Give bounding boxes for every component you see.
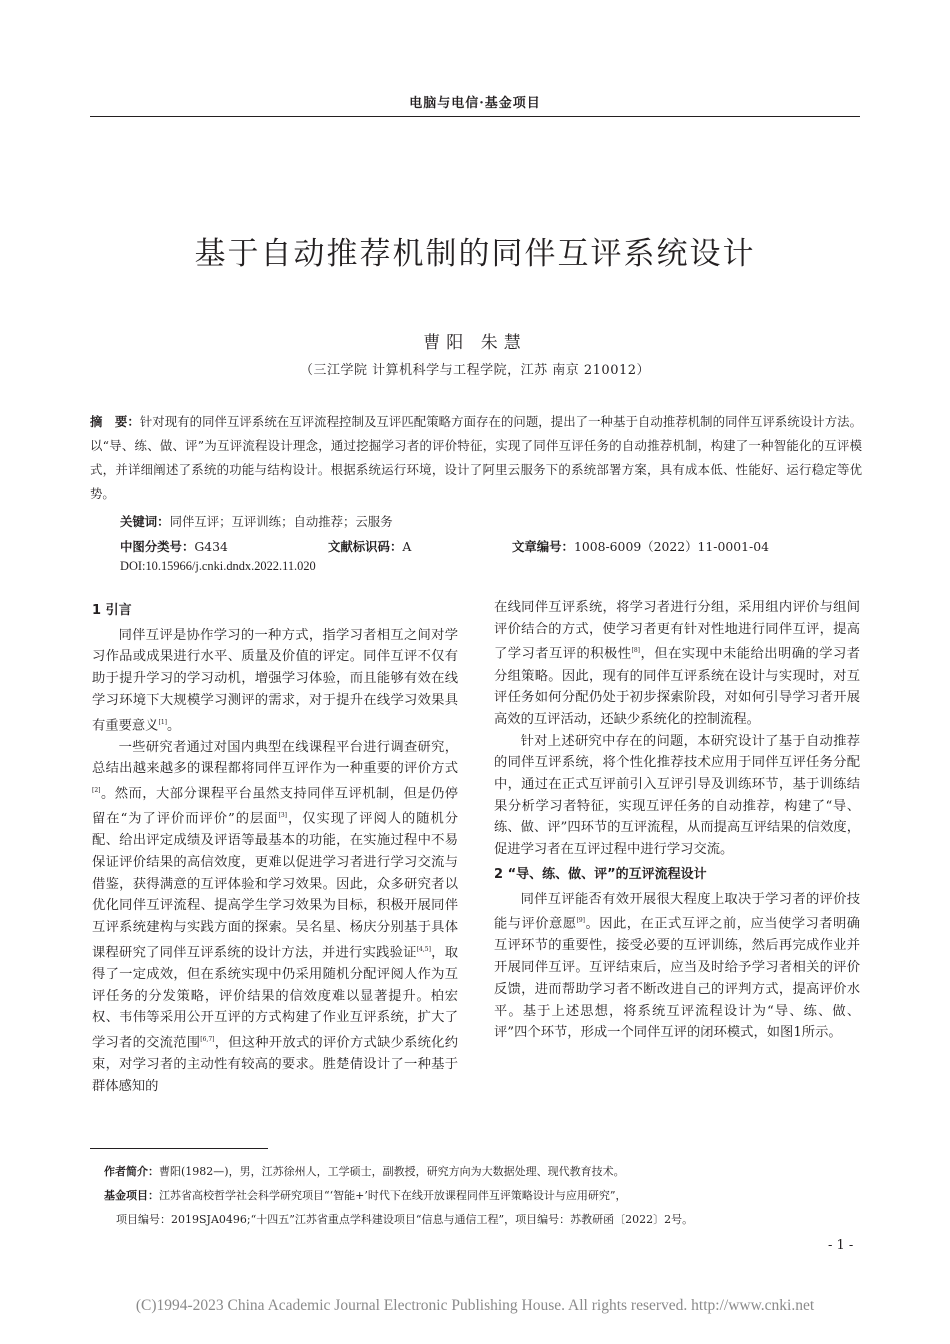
header-rule bbox=[90, 116, 860, 117]
paragraph-1-text: 同伴互评是协作学习的一种方式，指学习者相互之间对学习作品或成果进行水平、质量及价值的评定。同伴互评不仅有助于提升学习的学习动机，增强学习体验，而且能够有效在线学习环境下大规模学习测评的需求，对于提升在线学习效果具有重要意义 bbox=[92, 627, 458, 733]
paragraph-2-text-e: ，但这种开放式的评价方式缺少系统化约束，对学习者的主动性有较高的要求。胜楚倩设计了一种基于群体感知的 bbox=[92, 1035, 459, 1094]
keywords-text: 同伴互评；互评训练；自动推荐；云服务 bbox=[169, 514, 393, 529]
paragraph-2-text-b: 。然而，大部分课程平台虽然支持同伴互评机制，但是仍停留在“为了评价而评价”的层面 bbox=[92, 786, 458, 827]
abstract bbox=[90, 410, 862, 506]
reference-8: [8] bbox=[631, 647, 640, 655]
paragraph-3-text-a: 在线同伴互评系统，将学习者进行分组，采用组内评价与组间评价结合的方式，使学习者更有针对性地进行同伴互评，提高了学习者互评的积极性 bbox=[494, 600, 860, 662]
author-footnote-label: 作者简介： bbox=[104, 1165, 159, 1178]
paragraph-3 bbox=[494, 597, 860, 731]
abstract-label: 摘 要： bbox=[90, 414, 140, 429]
classification-label: 中图分类号： bbox=[120, 539, 195, 554]
paragraph-2-text-d: ，取得了一定成效，但在系统实现中仍采用随机分配评阅人作为互评任务的分发策略，评价结果的信效度难以显著提升。柏宏权、韦伟等采用公开互评的方式构建了作业互评系统，扩大了学习者的交流范围 bbox=[92, 945, 459, 1051]
article-number-value: 1008-6009（2022）11-0001-04 bbox=[573, 539, 769, 554]
affiliation: （三江学院 计算机科学与工程学院，江苏 南京 210012） bbox=[299, 363, 651, 378]
classification bbox=[120, 537, 228, 555]
document-code-value: A bbox=[402, 539, 412, 554]
document-code bbox=[328, 537, 411, 555]
paper-title: 基于自动推荐机制的同伴互评系统设计 bbox=[194, 236, 756, 272]
paragraph-2-text-c: ，仅实现了评阅人的随机分配、给出评定成绩及评语等最基本的功能，在实施过程中不易保证评价结果的高信效度，更难以促进学习者进行学习交流与借鉴，获得满意的互评体验和学习效果。因此，众多研究者以优化同伴互评流程、提高学生学习效果为目标，积极开展同伴互评系统建构与实践方面的探索。吴名星、杨庆分别基于具体课程研究了同伴互评系统的设计方法，并进行实践验证 bbox=[92, 811, 458, 961]
paragraph-1-end: 。 bbox=[166, 717, 181, 733]
reference-6-7: [6,7] bbox=[200, 1036, 215, 1044]
doi: DOI:10.15966/j.cnki.dndx.2022.11.020 bbox=[120, 559, 316, 573]
paragraph-5 bbox=[494, 889, 860, 1044]
right-column bbox=[494, 597, 860, 1044]
reference-3: [3] bbox=[278, 812, 287, 820]
paragraph-5-text-a: 同伴互评能否有效开展很大程度上取决于学习者的评价技能与评价意愿 bbox=[494, 891, 860, 932]
authors: 曹阳 朱慧 bbox=[423, 333, 527, 353]
reference-1: [1] bbox=[158, 718, 167, 726]
article-number-label: 文章编号： bbox=[512, 539, 574, 554]
paragraph-1 bbox=[92, 625, 458, 737]
paragraph-4: 针对上述研究中存在的问题，本研究设计了基于自动推荐的同伴互评系统，将个性化推荐技术应用于同伴互评任务分配中，通过在正式互评前引入互评引导及训练环节，基于训练结果分析学习者特征，实现互评任务的自动推荐，构建了“导、练、做、评”四环节的互评流程，从而提高互评结果的信效度，促进学习者在互评过程中进行学习交流。 bbox=[494, 733, 860, 858]
article-number bbox=[512, 537, 769, 555]
paragraph-2 bbox=[92, 737, 458, 1098]
left-column bbox=[92, 597, 458, 1098]
section-1-heading: 1 引言 bbox=[92, 603, 132, 618]
fund-footnote bbox=[104, 1187, 626, 1203]
section-2-heading: 2 “导、练、做、评”的互评流程设计 bbox=[494, 866, 707, 882]
paragraph-3-text-b: ，但在实现中未能给出明确的学习者分组策略。因此，现有的同伴互评系统在设计与实现时，对互评任务如何分配仍处于初步探索阶段，对如何引导学习者开展高效的互评活动，还缺少系统化的控制流程。 bbox=[494, 646, 860, 727]
paragraph-2-text-a: 一些研究者通过对国内典型在线课程平台进行调查研究，总结出越来越多的课程都将同伴互评作为一种重要的评价方式 bbox=[92, 739, 458, 777]
fund-footnote-label: 基金项目： bbox=[104, 1189, 159, 1202]
footnote-rule bbox=[90, 1148, 268, 1149]
classification-value: G434 bbox=[194, 539, 228, 554]
reference-4-5: [4,5] bbox=[416, 945, 431, 953]
author-footnote bbox=[104, 1163, 625, 1179]
page-number: - 1 - bbox=[828, 1238, 854, 1253]
reference-9: [9] bbox=[576, 917, 585, 925]
keywords bbox=[120, 512, 393, 530]
copyright-notice: (C)1994-2023 China Academic Journal Electronic Publishing House. All rights reserved. http://www.cnki.net bbox=[135, 1297, 815, 1314]
document-code-label: 文献标识码： bbox=[328, 539, 403, 554]
keywords-label: 关键词： bbox=[120, 514, 170, 529]
abstract-text: 针对现有的同伴互评系统在互评流程控制及互评匹配策略方面存在的问题，提出了一种基于自动推荐机制的同伴互评系统设计方法。以“导、练、做、评”为互评流程设计理念，通过挖掘学习者的评价特征，实现了同伴互评任务的自动推荐机制，构建了一种智能化的互评模式，并详细阐述了系统的功能与结构设计。根据系统运行环境，设计了阿里云服务下的系统部署方案，具有成本低、性能好、运行稳定等优势。 bbox=[90, 414, 863, 501]
fund-footnote-continued: 项目编号：2019SJA0496;“十四五”江苏省重点学科建设项目“信息与通信工程”，项目编号：苏教研函〔2022〕2号。 bbox=[116, 1213, 694, 1226]
reference-2: [2] bbox=[92, 787, 101, 795]
author-footnote-text: 曹阳(1982—)，男，江苏徐州人，工学硕士，副教授，研究方向为大数据处理、现代教育技术。 bbox=[159, 1165, 625, 1178]
paragraph-5-text-b: 。因此，在正式互评之前，应当使学习者明确互评环节的重要性，接受必要的互评训练，然后再完成作业并开展同伴互评。互评结束后，应当及时给予学习者相关的评价反馈，进而帮助学习者不断改进自己的评判方式，提高评价水平。基于上述思想，将系统互评流程设计为“导、练、做、评”四个环节，形成一个同伴互评的闭环模式，如图1所示。 bbox=[494, 916, 860, 1041]
fund-footnote-text: 江苏省高校哲学社会科学研究项目“‘智能+’时代下在线开放课程同伴互评策略设计与应用研究”， bbox=[159, 1189, 627, 1202]
journal-header: 电脑与电信·基金项目 bbox=[409, 96, 541, 111]
